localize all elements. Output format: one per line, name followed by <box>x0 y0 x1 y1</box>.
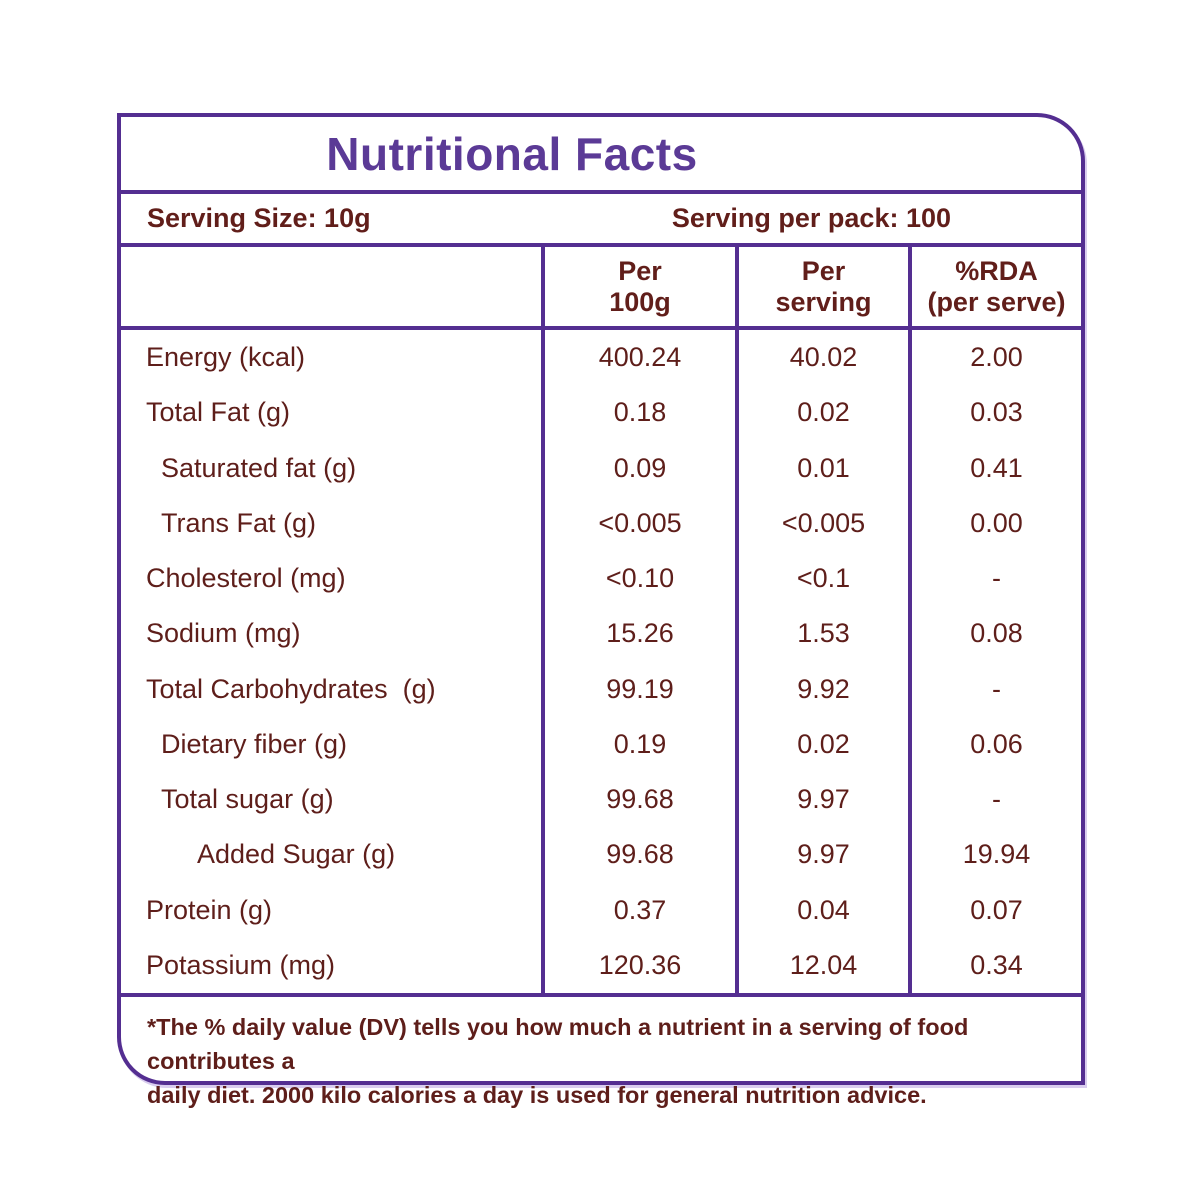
row-per-serving: <0.1 <box>735 551 908 606</box>
title-band <box>121 117 1081 194</box>
row-label: Potassium (mg) <box>146 949 336 980</box>
header-rda <box>908 247 1081 326</box>
row-label: Trans Fat (g) <box>161 507 317 538</box>
row-per-100g: 0.37 <box>541 883 735 938</box>
row-per-serving: 9.97 <box>735 827 908 882</box>
row-per-100g: 99.19 <box>541 662 735 717</box>
row-rda: 0.34 <box>908 938 1081 993</box>
footnote-line-2: daily diet. 2000 kilo calories a day is used for general nutrition advice. <box>147 1082 927 1108</box>
header-per-100g-line1: Per <box>618 255 662 286</box>
row-label: Added Sugar (g) <box>197 839 396 870</box>
header-per-100g-line2: 100g <box>609 286 671 317</box>
row-per-serving: 0.01 <box>735 441 908 496</box>
serving-per-pack-label: Serving per pack: 100 <box>671 203 951 233</box>
table-row-dietary-fiber <box>121 717 1081 772</box>
row-per-serving: <0.005 <box>735 496 908 551</box>
header-blank-cell <box>121 247 541 326</box>
row-per-serving: 0.04 <box>735 883 908 938</box>
row-per-serving: 0.02 <box>735 717 908 772</box>
row-per-100g: <0.005 <box>541 496 735 551</box>
row-label: Total Carbohydrates (g) <box>146 673 436 704</box>
row-rda: 19.94 <box>908 827 1081 882</box>
row-label: Saturated fat (g) <box>161 452 357 483</box>
row-rda: - <box>908 772 1081 827</box>
table-row-protein <box>121 883 1081 938</box>
table-row-total-sugar <box>121 772 1081 827</box>
table-row-added-sugar <box>121 827 1081 882</box>
row-label: Total Fat (g) <box>146 397 291 428</box>
header-rda-line1: %RDA <box>955 255 1038 286</box>
row-rda: 2.00 <box>908 330 1081 385</box>
table-row-total-carbohydrates <box>121 662 1081 717</box>
table-row-sodium <box>121 606 1081 661</box>
row-rda: 0.00 <box>908 496 1081 551</box>
table-row-energy <box>121 330 1081 385</box>
row-per-serving: 9.92 <box>735 662 908 717</box>
row-per-100g: 99.68 <box>541 772 735 827</box>
row-per-serving: 0.02 <box>735 385 908 440</box>
header-per-serving-line1: Per <box>801 255 846 286</box>
page-title: Nutritional Facts <box>326 127 698 180</box>
row-per-100g: 120.36 <box>541 938 735 993</box>
row-label: Dietary fiber (g) <box>161 728 348 759</box>
row-per-100g: <0.10 <box>541 551 735 606</box>
header-per-serving-line2: serving <box>775 286 872 317</box>
table-row-saturated-fat <box>121 441 1081 496</box>
row-rda: 0.03 <box>908 385 1081 440</box>
row-rda: 0.07 <box>908 883 1081 938</box>
header-rda-line2: (per serve) <box>927 286 1066 317</box>
table-row-cholesterol <box>121 551 1081 606</box>
row-label: Energy (kcal) <box>146 342 306 373</box>
row-per-serving: 9.97 <box>735 772 908 827</box>
table-header-row <box>121 247 1081 330</box>
table-row-potassium <box>121 938 1081 993</box>
row-label: Cholesterol (mg) <box>146 563 346 594</box>
row-per-100g: 0.09 <box>541 441 735 496</box>
row-per-100g: 400.24 <box>541 330 735 385</box>
row-rda: 0.08 <box>908 606 1081 661</box>
row-per-100g: 15.26 <box>541 606 735 661</box>
row-rda: 0.41 <box>908 441 1081 496</box>
daily-value-footnote <box>121 997 1081 1112</box>
row-label: Total sugar (g) <box>161 784 334 815</box>
row-per-serving: 40.02 <box>735 330 908 385</box>
row-rda: - <box>908 662 1081 717</box>
row-rda: 0.06 <box>908 717 1081 772</box>
row-per-100g: 0.18 <box>541 385 735 440</box>
table-body <box>121 330 1081 997</box>
footnote-line-1: *The % daily value (DV) tells you how much a nutrient in a serving of food contributes a <box>147 1014 969 1074</box>
serving-size-label: Serving Size: 10g <box>147 203 371 233</box>
row-per-100g: 99.68 <box>541 827 735 882</box>
header-per-serving <box>735 247 908 326</box>
nutrition-facts-panel <box>117 113 1085 1108</box>
row-per-serving: 12.04 <box>735 938 908 993</box>
row-rda: - <box>908 551 1081 606</box>
row-per-serving: 1.53 <box>735 606 908 661</box>
table-row-total-fat <box>121 385 1081 440</box>
serving-band <box>121 194 1081 247</box>
row-per-100g: 0.19 <box>541 717 735 772</box>
table-row-trans-fat <box>121 496 1081 551</box>
row-label: Protein (g) <box>146 894 273 925</box>
row-label: Sodium (mg) <box>146 618 301 649</box>
header-per-100g <box>541 247 735 326</box>
